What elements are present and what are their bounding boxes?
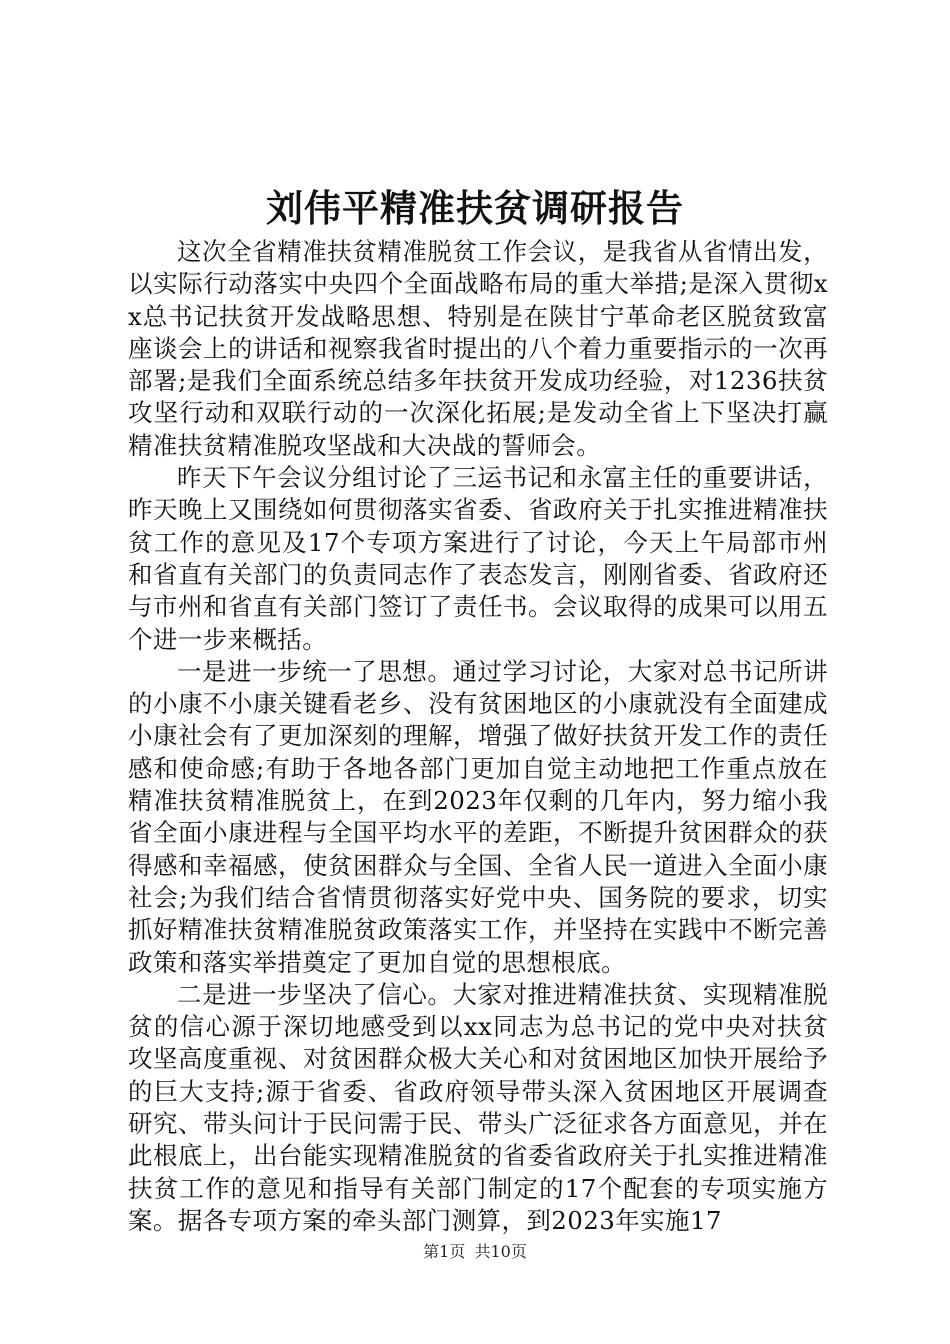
page-total: 共10页 [474,1242,527,1261]
paragraph-4: 二是进一步坚决了信心。大家对推进精准扶贫、实现精准脱贫的信心源于深切地感受到以xx同志为总书记的党中央对扶贫攻坚高度重视、对贫困群众极大关心和对贫困地区加快开展给予的巨大支持;源于省委、省政府领导带头深入贫困地区开展调查研究、带头问计于民问需于民、带头广泛征求各方面意见，并在此根底上，出台能实现精准脱贫的省委省政府关于扎实推进精准扶贫工作的意见和指导有关部门制定的17个配套的专项实施方案。据各专项方案的牵头部门测算，到2023年实施17 [128,979,828,1235]
paragraph-1: 这次全省精准扶贫精准脱贫工作会议，是我省从省情出发，以实际行动落实中央四个全面战略布局的重大举措;是深入贯彻xx总书记扶贫开发战略思想、特别是在陕甘宁革命老区脱贫致富座谈会上的讲话和视察我省时提出的八个着力重要指示的一次再部署;是我们全面系统总结多年扶贫开发成功经验，对1236扶贫攻坚行动和双联行动的一次深化拓展;是发动全省上下坚决打赢精准扶贫精准脱攻坚战和大决战的誓师会。 [128,237,828,460]
paragraph-3: 一是进一步统一了思想。通过学习讨论，大家对总书记所讲的小康不小康关键看老乡、没有贫困地区的小康就没有全面建成小康社会有了更加深刻的理解，增强了做好扶贫开发工作的责任感和使命感;有助于各地各部门更加自觉主动地把工作重点放在精准扶贫精准脱贫上，在到2023年仅剩的几年内，努力缩小我省全面小康进程与全国平均水平的差距，不断提升贫困群众的获得感和幸福感，使贫困群众与全国、全省人民一道进入全面小康社会;为我们结合省情贯彻落实好党中央、国务院的要求，切实抓好精准扶贫精准脱贫政策落实工作，并坚持在实践中不断完善政策和落实举措奠定了更加自觉的思想根底。 [128,656,828,977]
document-title: 刘伟平精准扶贫调研报告 [266,186,684,230]
page-number: 第1页 [423,1242,466,1261]
page-footer [0,1241,950,1263]
paragraph-2: 昨天下午会议分组讨论了三运书记和永富主任的重要讲话，昨天晚上又围绕如何贯彻落实省委、省政府关于扎实推进精准扶贫工作的意见及17个专项方案进行了讨论，今天上午局部市州和省直有关部门的负责同志作了表态发言，刚刚省委、省政府还与市州和省直有关部门签订了责任书。会议取得的成果可以用五个进一步来概括。 [128,463,828,654]
document-body [128,236,828,1237]
